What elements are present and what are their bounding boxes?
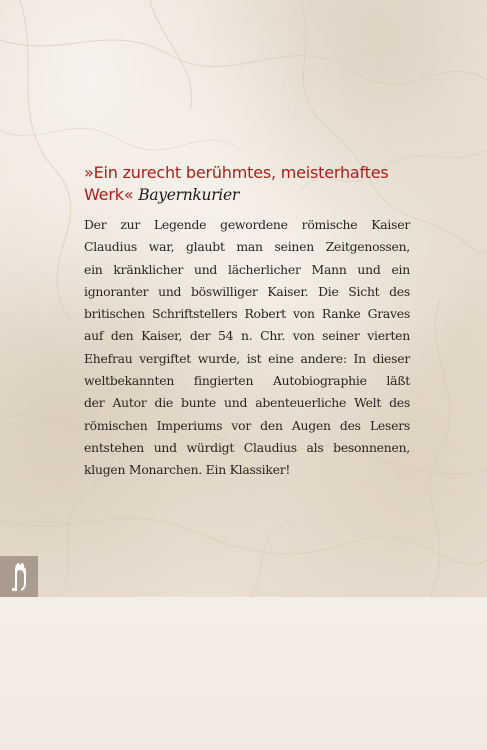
publisher-logo xyxy=(0,556,38,597)
blurb-line: ignoranter und böswilliger Kaiser. Die Sicht des xyxy=(84,283,410,299)
book-blurb xyxy=(84,214,410,482)
blurb-line: auf den Kaiser, der 54 n. Chr. von seiner vierten xyxy=(84,328,410,344)
blurb-line: britischen Schriftstellers Robert von Ranke Graves xyxy=(84,306,410,322)
press-quote-line-1: »Ein zurecht berühmtes, meisterhaftes xyxy=(84,163,389,182)
blurb-line: weltbekannten fingierten Autobiographie läßt xyxy=(84,373,410,389)
press-quote-line-2: Werk« xyxy=(84,185,134,204)
blurb-line: Der zur Legende gewordene römische Kaiser xyxy=(84,217,410,232)
blurb-line: ein kränklicher und lächerlicher Mann und ein xyxy=(84,261,410,277)
blurb-line: klugen Monarchen. Ein Klassiker! xyxy=(84,462,291,478)
cover-bottom-area xyxy=(0,597,487,750)
blurb-line: römischen Imperiums vor den Augen des Lesers xyxy=(84,417,410,433)
blurb-line: Ehefrau vergiftet wurde, ist eine andere: In dieser xyxy=(84,350,410,366)
blurb-line: der Autor die bunte und abenteuerliche Welt des xyxy=(84,395,410,411)
publisher-owl-icon xyxy=(0,556,38,597)
press-quote-source: Bayernkurier xyxy=(138,186,239,204)
press-quote xyxy=(84,162,414,206)
blurb-line: Claudius war, glaubt man seinen Zeitgenossen, xyxy=(84,239,410,255)
blurb-line: entstehen und würdigt Claudius als besonnenen, xyxy=(84,439,410,455)
